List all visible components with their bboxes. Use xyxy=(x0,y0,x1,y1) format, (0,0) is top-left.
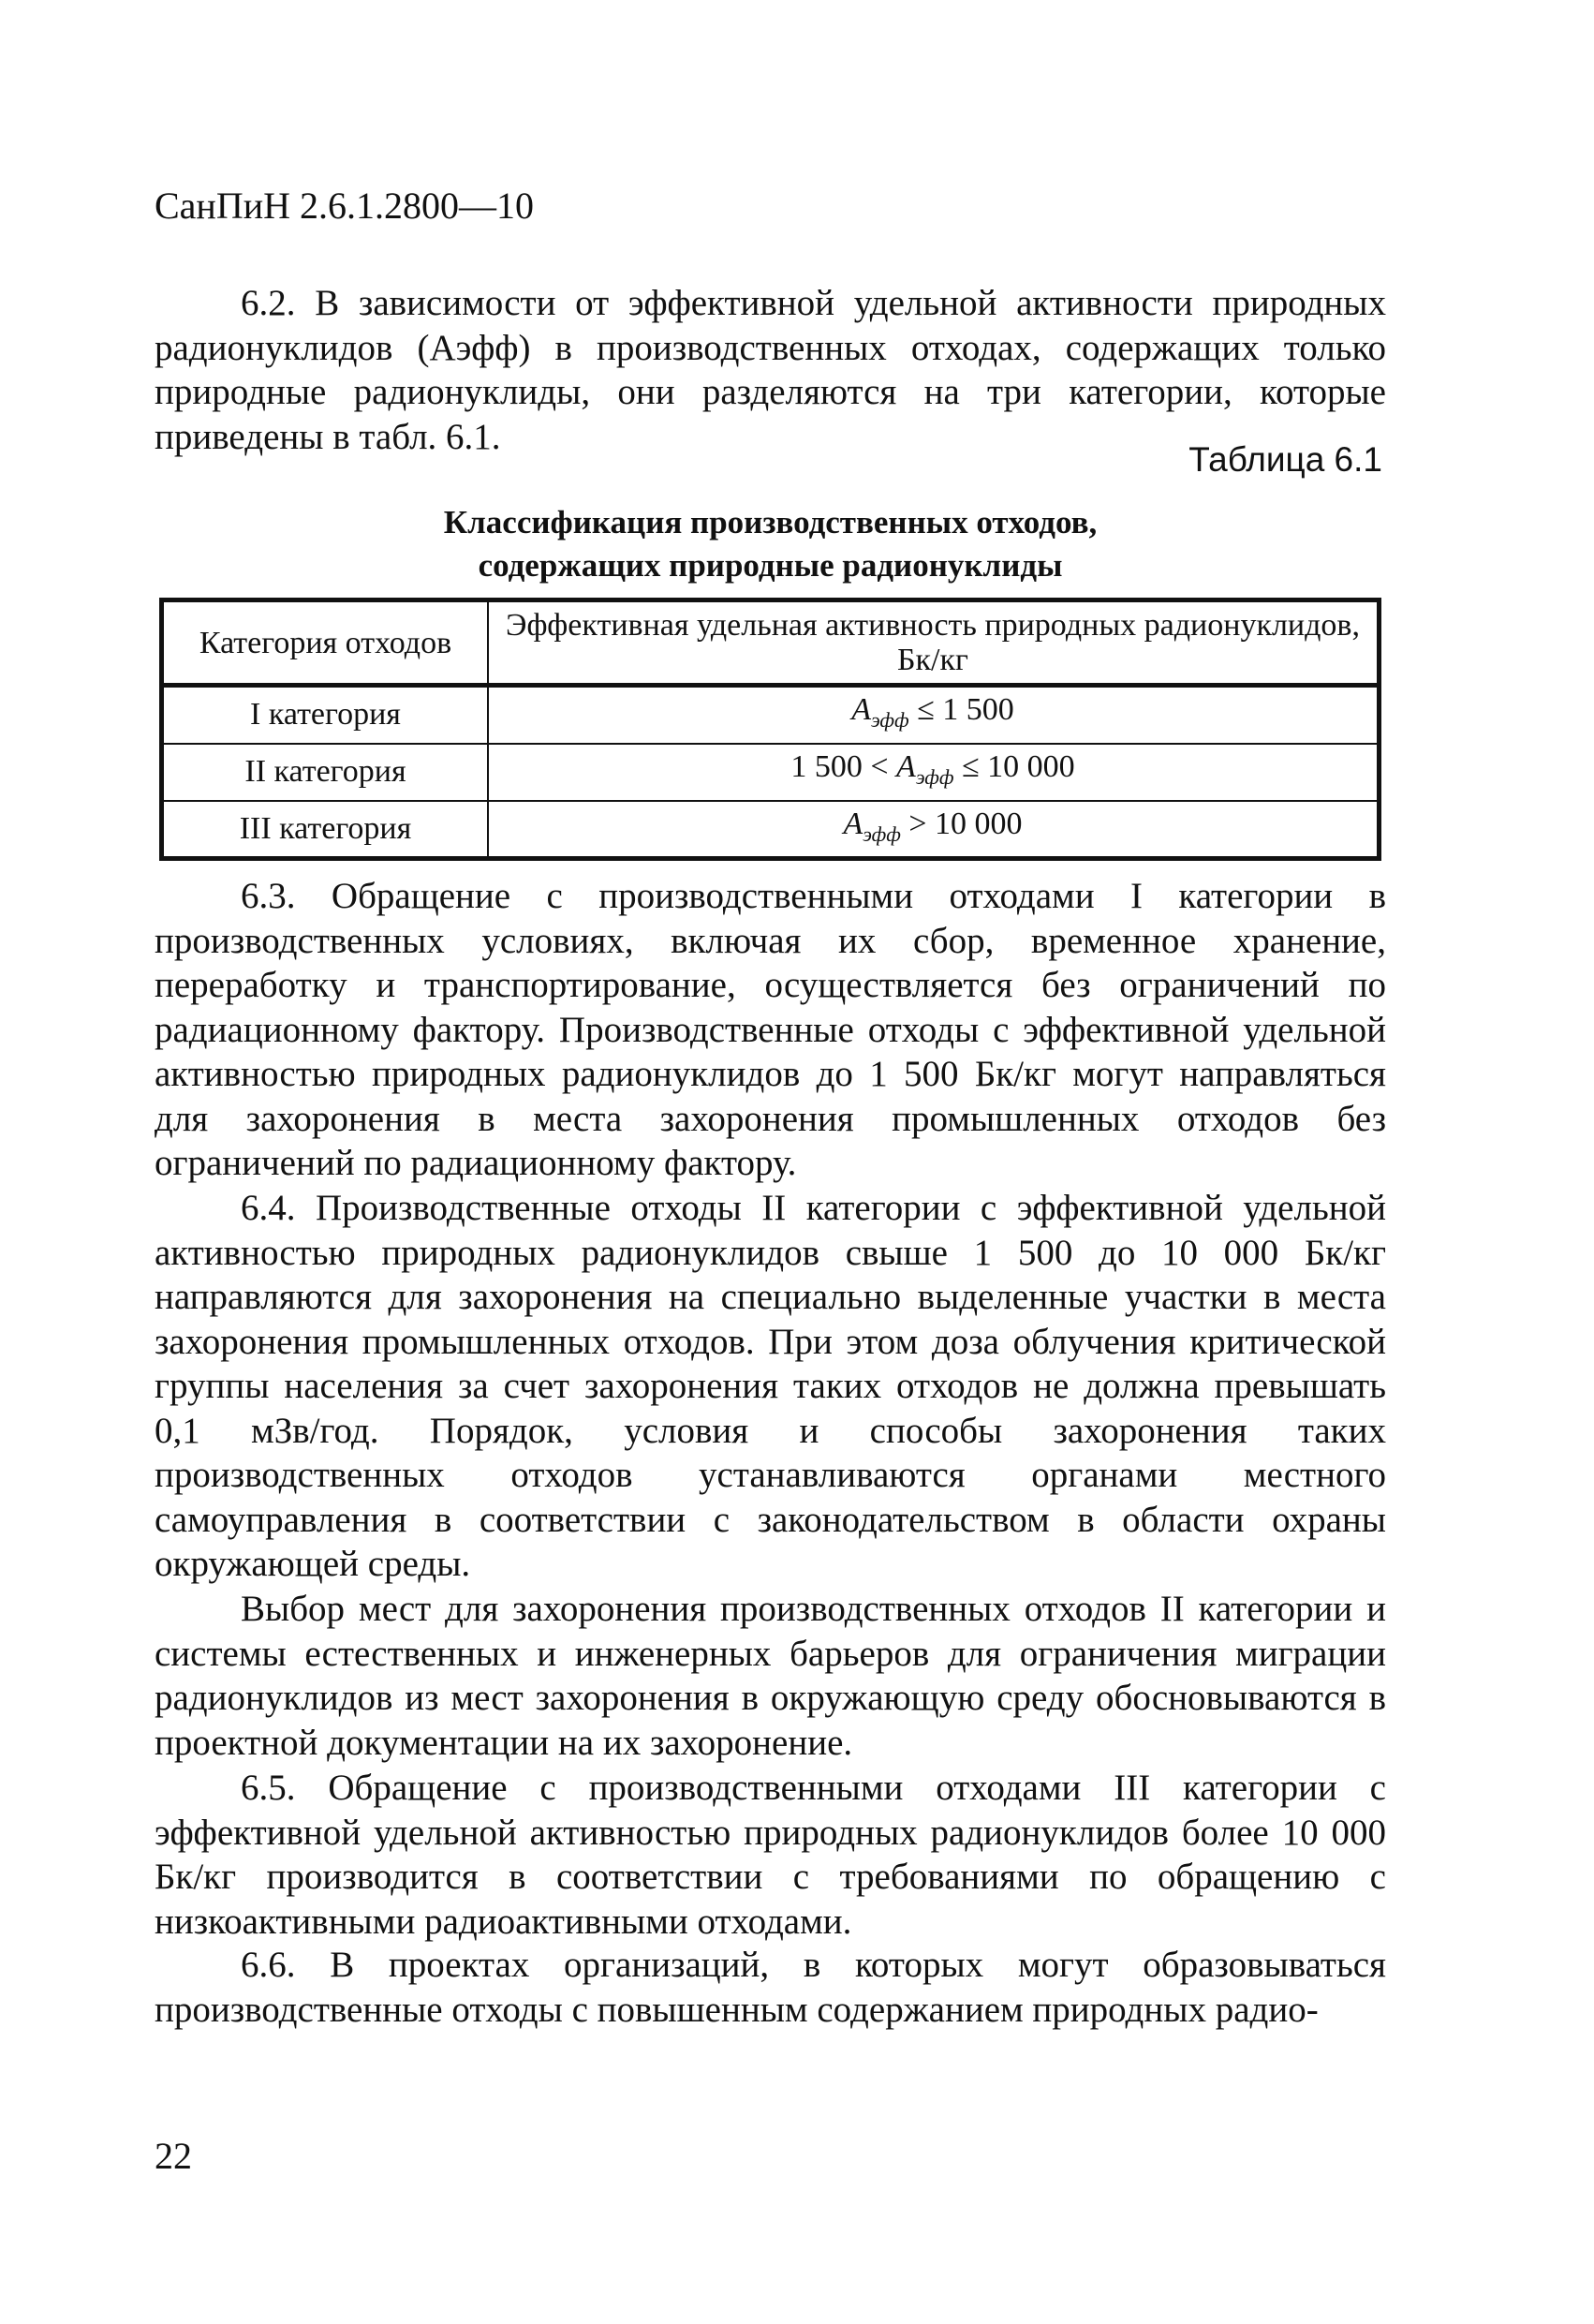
paragraph-6-5: 6.5. Обращение с производственными отходами III категории с эффективной удельной активностью природных радионуклидов более 10 000 Бк/кг производится в соответствии с требованиями по обращению с низкоактивными радиоактивными отходами. xyxy=(155,1768,1386,1942)
category-cell: I категория xyxy=(162,686,489,744)
paragraph-6-4: 6.4. Производственные отходы II категории с эффективной удельной активностью природных радионуклидов свыше 1 500 до 10 000 Бк/кг направляются для захоронения на специально выделенные участки в места захоронения промышленных отходов. При этом доза облучения критической группы населения за счет захоронения таких отходов не должна превышать 0,1 мЗв/год. Порядок, условия и способы захоронения таких производственных отходов устанавливаются органами местного самоуправления в соответствии с законодательством в области охраны окружающей среды. xyxy=(155,1188,1386,1584)
category-cell: III категория xyxy=(162,801,489,859)
running-head: СанПиН 2.6.1.2800—10 xyxy=(155,185,535,227)
paragraph-6-2: 6.2. В зависимости от эффективной удельной активности природных радионуклидов (Aэфф) в производственных отходах, содержащих только природные радионуклиды, они разделяются на три категории, которые приведены в табл. 6.1. xyxy=(155,283,1386,457)
activity-cell xyxy=(488,744,1380,801)
table-header-row xyxy=(162,600,1380,686)
paragraph-6-6: 6.6. В проектах организаций, в которых могут образовываться производственные отходы с повышенным содержанием природных радио- xyxy=(155,1945,1386,2030)
paragraph-6-4-continued: Выбор мест для захоронения производственных отходов II категории и системы естественных и инженерных барьеров для ограничения миграции радионуклидов из мест захоронения в окружающую среду обосновываются в проектной документации на их захоронение. xyxy=(155,1589,1386,1763)
table-row xyxy=(162,801,1380,859)
activity-suffix: > 10 000 xyxy=(900,806,1023,841)
activity-prefix: 1 500 < xyxy=(790,748,897,784)
table-title xyxy=(155,501,1386,587)
activity-suffix: ≤ 10 000 xyxy=(953,748,1075,784)
activity-cell xyxy=(488,801,1380,859)
activity-symbol: $A_{эфф}$ xyxy=(843,806,901,846)
table-title-line-1: Классификация производственных отходов, xyxy=(443,504,1098,540)
table-caption: Таблица 6.1 xyxy=(1188,440,1382,479)
activity-symbol: $A_{эфф}$ xyxy=(851,692,909,732)
table-row xyxy=(162,744,1380,801)
activity-suffix: ≤ 1 500 xyxy=(908,692,1014,727)
header-activity: Эффективная удельная активность природных радионуклидов, Бк/кг xyxy=(488,600,1380,686)
category-cell: II категория xyxy=(162,744,489,801)
table-row xyxy=(162,686,1380,744)
table-title-line-2: содержащих природные радионуклиды xyxy=(478,547,1063,584)
activity-symbol: $A_{эфф}$ xyxy=(896,748,954,789)
classification-table xyxy=(159,598,1381,861)
paragraph-6-3: 6.3. Обращение с производственными отходами I категории в производственных условиях, включая их сбор, временное хранение, переработку и транспортирование, осуществляется без ограничений по радиационному фактору. Производственные отходы с эффективной удельной активностью природных радионуклидов до 1 500 Бк/кг могут направляться для захоронения в места захоронения промышленных отходов без ограничений по радиационному фактору. xyxy=(155,876,1386,1183)
activity-cell xyxy=(488,686,1380,744)
header-category: Категория отходов xyxy=(162,600,489,686)
page-number: 22 xyxy=(155,2135,192,2177)
